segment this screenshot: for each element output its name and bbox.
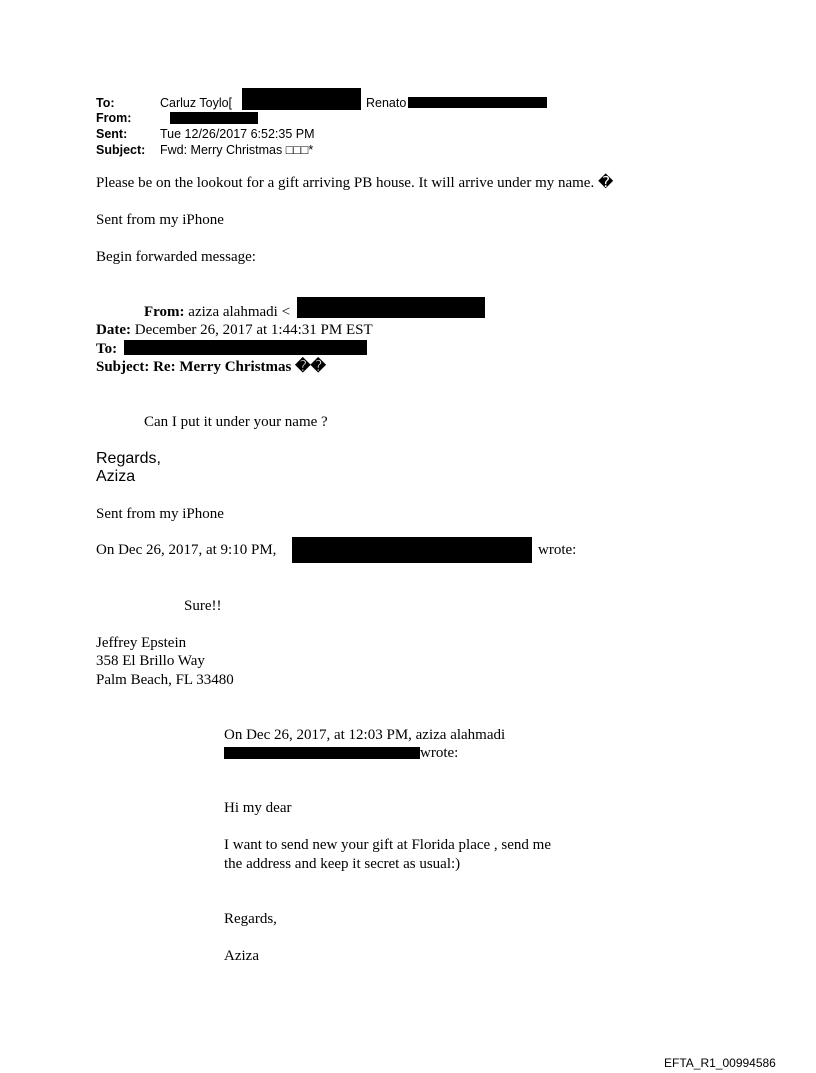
begin-forwarded-line: Begin forwarded message: — [96, 249, 256, 265]
sent-label: Sent: — [96, 127, 128, 141]
forwarded-to-label: To: — [96, 341, 118, 357]
forwarded-subject-label: Subject: — [96, 359, 150, 375]
reply2-intro: On Dec 26, 2017, at 12:03 PM, aziza alahmadi — [224, 727, 506, 743]
sent-value: Tue 12/26/2017 6:52:35 PM — [160, 127, 315, 141]
forwarded-subject-value: Re: Merry Christmas �� — [153, 359, 326, 375]
redaction-box — [242, 88, 361, 110]
signature-address-line2: Palm Beach, FL 33480 — [96, 672, 234, 688]
to-recipient-1: Carluz Toylo[ — [160, 96, 233, 110]
signature-name: Jeffrey Epstein — [96, 635, 187, 651]
forwarded-message: Can I put it under your name ? — [144, 414, 328, 430]
body-line: Please be on the lookout for a gift arriving PB house. It will arrive under my name. � — [96, 175, 614, 191]
forwarded-to — [96, 342, 117, 357]
redaction-box — [297, 297, 485, 318]
reply1-wrote: wrote: — [538, 542, 577, 558]
redaction-box — [224, 747, 420, 759]
reply2-signature: Aziza — [224, 948, 259, 964]
forwarded-regards: Regards, — [96, 450, 161, 467]
forwarded-date-value: December 26, 2017 at 1:44:31 PM EST — [134, 322, 373, 338]
subject-label: Subject: — [96, 143, 146, 157]
forwarded-date-label: Date: — [96, 322, 131, 338]
reply2-message-line1: I want to send new your gift at Florida place , send me — [224, 837, 551, 853]
redaction-box — [292, 537, 532, 563]
from-label: From: — [96, 111, 132, 125]
reply2-wrote: wrote: — [420, 745, 459, 761]
reply2-message-line2: the address and keep it secret as usual:) — [224, 856, 461, 872]
forwarded-subject — [96, 360, 326, 375]
reply2-regards: Regards, — [224, 911, 277, 927]
redaction-box — [170, 112, 258, 124]
forwarded-signature: Aziza — [96, 468, 136, 485]
document-id: EFTA_R1_00994586 — [664, 1056, 776, 1070]
to-recipient-2: Renato — [366, 96, 407, 110]
signature-address-line1: 358 El Brillo Way — [96, 653, 205, 669]
redaction-box — [124, 340, 367, 355]
reply1-intro: On Dec 26, 2017, at 9:10 PM, — [96, 542, 277, 558]
to-label: To: — [96, 96, 115, 110]
forwarded-from-label: From: — [144, 304, 185, 320]
forwarded-date — [96, 323, 373, 338]
subject-value: Fwd: Merry Christmas □□□* — [160, 143, 314, 157]
reply1-message: Sure!! — [184, 598, 222, 614]
forwarded-sent-from: Sent from my iPhone — [96, 506, 224, 522]
sent-from-line: Sent from my iPhone — [96, 212, 224, 228]
redaction-box — [408, 97, 547, 108]
forwarded-from — [144, 305, 290, 320]
reply2-greeting: Hi my dear — [224, 800, 292, 816]
forwarded-from-value: aziza alahmadi < — [188, 304, 291, 320]
